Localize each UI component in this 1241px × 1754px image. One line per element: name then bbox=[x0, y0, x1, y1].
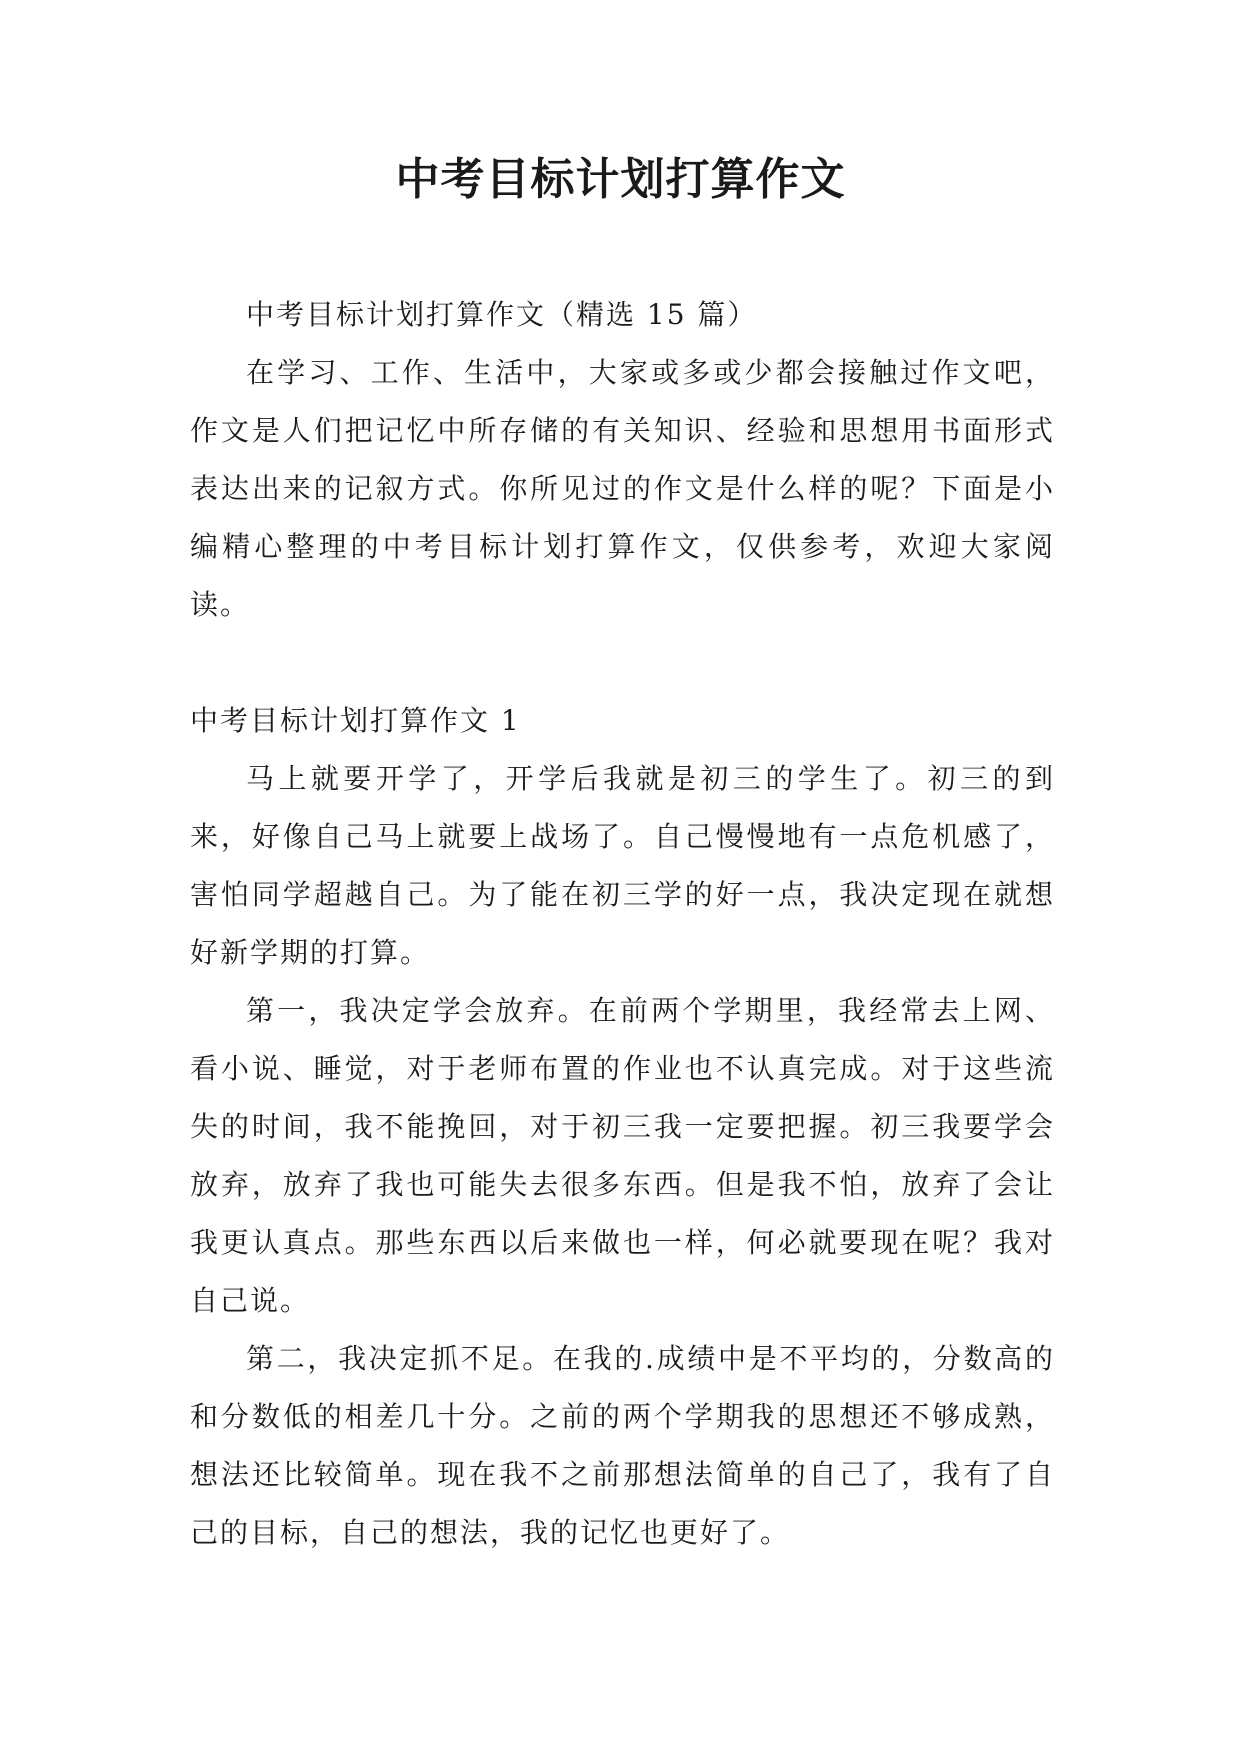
intro-paragraph: 在学习、工作、生活中，大家或多或少都会接触过作文吧，作文是人们把记忆中所存储的有关知识、经验和思想用书面形式表达出来的记叙方式。你所见过的作文是什么样的呢？下面是小编精心整理的中考目标计划打算作文，仅供参考，欢迎大家阅读。 bbox=[190, 356, 1055, 621]
body-paragraph: 第二，我决定抓不足。在我的.成绩中是不平均的，分数高的和分数低的相差几十分。之前的两个学期我的思想还不够成熟，想法还比较简单。现在我不之前那想法简单的自己了，我有了自己的目标，自己的想法，我的记忆也更好了。 bbox=[190, 1342, 1055, 1549]
document-subtitle: 中考目标计划打算作文（精选 15 篇） bbox=[246, 298, 758, 331]
page-title: 中考目标计划打算作文 bbox=[395, 154, 846, 205]
body-paragraph: 第一，我决定学会放弃。在前两个学期里，我经常去上网、看小说、睡觉，对于老师布置的作业也不认真完成。对于这些流失的时间，我不能挽回，对于初三我一定要把握。初三我要学会放弃，放弃了我也可能失去很多东西。但是我不怕，放弃了会让我更认真点。那些东西以后来做也一样，何必就要现在呢？我对自己说。 bbox=[190, 994, 1055, 1317]
body-paragraph: 马上就要开学了，开学后我就是初三的学生了。初三的到来，好像自己马上就要上战场了。自己慢慢地有一点危机感了，害怕同学超越自己。为了能在初三学的好一点，我决定现在就想好新学期的打算。 bbox=[190, 762, 1055, 969]
section-heading: 中考目标计划打算作文 1 bbox=[190, 704, 521, 737]
document-body bbox=[190, 286, 1055, 1562]
